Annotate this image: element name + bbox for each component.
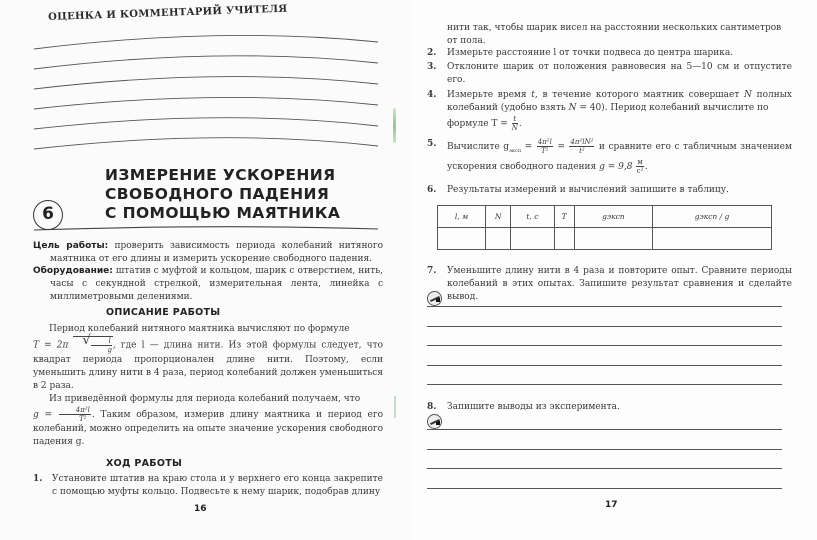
- teacher-comment-lines: [30, 28, 382, 168]
- pencil-icon: [427, 414, 442, 429]
- description-heading: ОПИСАНИЕ РАБОТЫ: [106, 307, 221, 318]
- cell-g-ratio[interactable]: [653, 228, 772, 250]
- answer-lines-step-8[interactable]: [427, 418, 782, 489]
- step-8: 8. Запишите выводы из эксперимента.: [427, 402, 620, 412]
- answer-lines-step-7[interactable]: [427, 295, 782, 385]
- step-6: 6. Результаты измерений и вычислений запишите в таблицу.: [427, 185, 729, 195]
- col-g-exp: gэксп: [574, 206, 652, 228]
- page-number: 17: [605, 500, 618, 510]
- col-g-ratio: gэксп / g: [653, 206, 772, 228]
- table-header-row: [438, 206, 772, 228]
- description-paragraph-1: Период колебаний нитяного маятника вычисляют по формуле T = 2π √ $\frac{l}{g}$ , где l — длина нити. Из этой формулы следует, что квадрат периода пропорционален длине нити. Поэтому, если уменьшить длину нити в 4 раза, период колебаний должен уменьшиться в 2 раза.: [33, 323, 383, 393]
- step-5: 5. Вычислите $g_{эксп}$ = $\frac{\text{4π²l}}{\text{T²}}$ = $\frac{\text{4π²lN²}}{\text{t²}}$ и сравните его с табличным значением ускорения свободного падения g = 9,8 $\frac{м}{\text{с²}}$ .: [427, 138, 792, 175]
- cell-period[interactable]: [554, 228, 574, 250]
- procedure-heading: ХОД РАБОТЫ: [106, 458, 183, 469]
- col-n: N: [486, 206, 511, 228]
- table-row: [438, 228, 772, 250]
- step-1: 1. Установите штатив на краю стола и у верхнего его конца закрепите с помощью муфты кольцо. Подвесьте к нему шарик, подобрав длину: [33, 474, 383, 497]
- col-period: T: [554, 206, 574, 228]
- description-body: [33, 323, 383, 449]
- goal-paragraph: Цель работы: проверить зависимость периода колебаний нитяного маятника от его длины и измерить ускорение свободного падения.: [33, 241, 383, 264]
- col-length: l, м: [438, 206, 486, 228]
- step-4-text: Измерьте время t, в течение которого маятник совершает N полных колебаний (удобно взять N = 40). Период колебаний вычислите по формуле T = $\frac{t}{N}$ .: [447, 90, 792, 132]
- step-2: 2. Измерьте расстояние l от точки подвеса до центра шарика.: [427, 48, 734, 58]
- g-formula-fraction: $\frac{\text{4π²l}}{\text{T²}}$: [59, 406, 91, 423]
- cell-g-exp[interactable]: [574, 228, 652, 250]
- work-title: ИЗМЕРЕНИЕ УСКОРЕНИЯ СВОБОДНОГО ПАДЕНИЯ С ПОМОЩЬЮ МАЯТНИКА: [105, 166, 341, 222]
- page-number: 16: [194, 504, 207, 514]
- pencil-icon: [427, 291, 442, 306]
- equipment-paragraph: Оборудование: штатив с муфтой и кольцом, шарик с отверстием, нить, часы с секундной стрелкой, измерительная лента, линейка с миллиметровыми делениями.: [33, 266, 383, 302]
- binding-mark: [394, 396, 396, 418]
- step-4: 4. Измерьте время t, в течение которого маятник совершает N полных колебаний (удобно взять N = 40). Период колебаний вычислите по формуле T = $\frac{t}{N}$ .: [427, 90, 792, 132]
- description-paragraph-2: Из приведённой формулы для периода колебаний получаем, что g = $\frac{\text{4π²l}}{\text{T²}}$ . Таким образом, измерив длину маятника и период его колебаний, можно определить на опыте значение ускорения свободного падения g.: [33, 394, 383, 447]
- binding-mark: [393, 108, 396, 143]
- sqrt-formula: √ $\frac{l}{g}$: [73, 336, 112, 354]
- work-number-badge: 6: [33, 200, 63, 230]
- right-page-17: [410, 0, 817, 540]
- period-fraction: $\frac{t}{N}$: [511, 115, 518, 132]
- step-1-continuation: нити так, чтобы шарик висел на расстоянии нескольких сантиметров от пола.: [447, 23, 782, 46]
- cell-time[interactable]: [511, 228, 554, 250]
- step-5-text: Вычислите $g_{эксп}$ = $\frac{\text{4π²l}}{\text{T²}}$ = $\frac{\text{4π²lN²}}{\text{t²}}$ и сравните его с табличным значением ускорения свободного падения g = 9,8 $\frac{м}{\text{с²}}$ .: [447, 138, 792, 175]
- teacher-comment-heading: ОЦЕНКА И КОММЕНТАРИЙ УЧИТЕЛЯ: [48, 3, 288, 23]
- results-table: [437, 205, 772, 250]
- title-underline: [30, 224, 382, 232]
- col-time: t, с: [511, 206, 554, 228]
- step-3: 3. Отклоните шарик от положения равновесия на 5—10 см и отпустите его.: [427, 62, 792, 85]
- step-7: 7. Уменьшите длину нити в 4 раза и повторите опыт. Сравните периоды колебаний в этих опытах. Запишите результат сравнения и сделайте вывод.: [427, 266, 792, 302]
- cell-n[interactable]: [486, 228, 511, 250]
- cell-length[interactable]: [438, 228, 486, 250]
